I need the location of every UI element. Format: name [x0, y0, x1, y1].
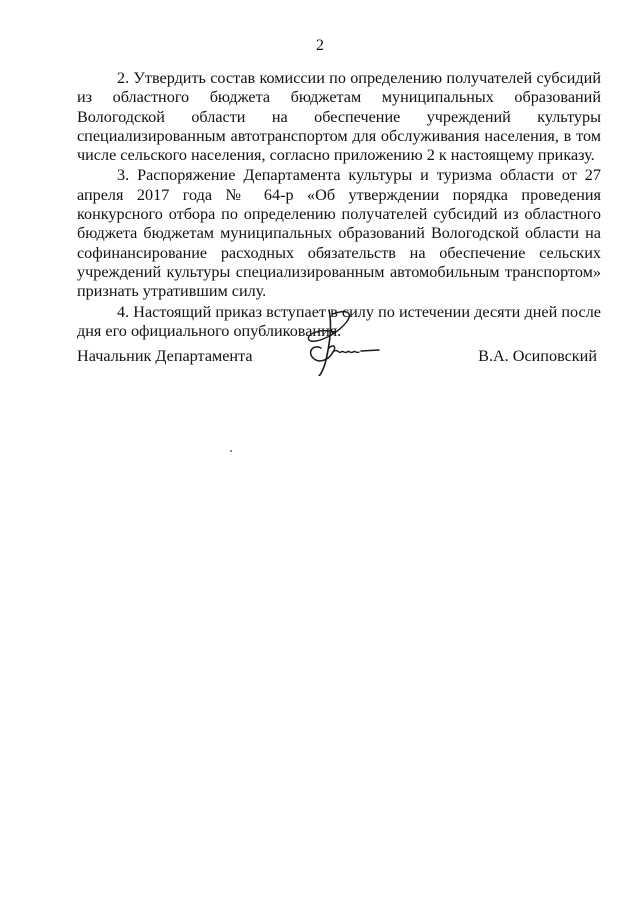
signature-block: [77, 344, 601, 384]
signatory-position: Начальник Департамента: [77, 347, 253, 365]
document-body: [77, 69, 601, 342]
page-number: 2: [316, 37, 324, 54]
scan-speck: [230, 450, 232, 452]
paragraph-revoke-order: 3. Распоряжение Департамента культуры и туризма области от 27 апреля 2017 года № 64-р «Об утверждении порядка проведения конкурсного отбора по определению получателей субсидий из областного бюджета бюджетам муниципальных образований Вологодской области на софинансирование расходных обязательств на обеспечение сельских учреждений культуры специализированным автомобильным транспортом» признать утратившим силу.: [77, 166, 601, 301]
handwritten-signature: [299, 304, 389, 376]
paragraph-approve-commission: 2. Утвердить состав комиссии по определению получателей субсидий из областного бюджета бюджетам муниципальных образований Вологодской области на обеспечение учреждений культуры специализированным автотранспортом для обслуживания населения, в том числе сельского населения, согласно приложению 2 к настоящему приказу.: [77, 69, 601, 165]
paragraph-entry-into-force: 4. Настоящий приказ вступает в силу по истечении десяти дней после дня его официального опубликования.: [77, 302, 601, 340]
signatory-name: В.А. Осиповский: [478, 347, 597, 365]
